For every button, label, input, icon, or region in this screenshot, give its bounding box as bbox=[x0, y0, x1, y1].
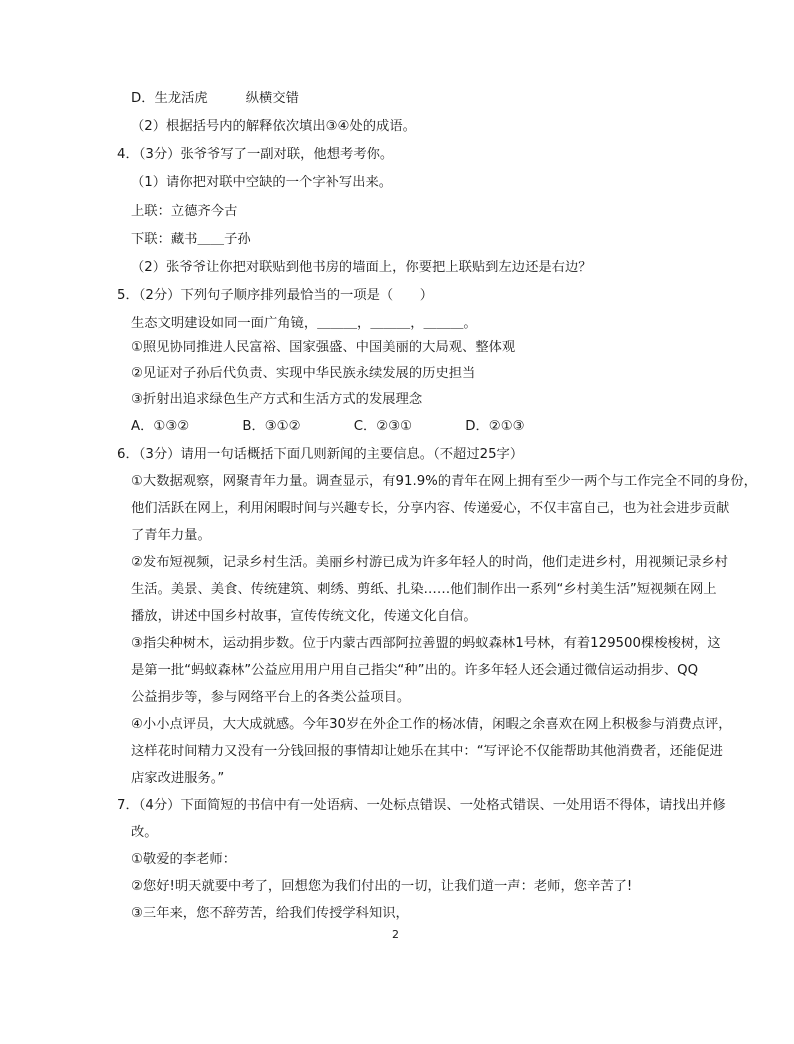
question-5-stem: 生态文明建设如同一面广角镜，＿＿＿，＿＿＿，＿＿＿。 bbox=[131, 316, 477, 331]
question-7-heading: 7．（4分）下面简短的书信中有一处语病、一处标点错误、一处格式错误、一处用语不得体，请找出并修 bbox=[117, 798, 726, 813]
letter-line-2: ②您好!明天就要中考了，回想您为我们付出的一切，让我们道一声：老师，您辛苦了! bbox=[131, 879, 633, 894]
question-5-heading: 5．（2分）下列句子顺序排列最恰当的一项是（ ） bbox=[117, 288, 434, 303]
news-4-line-2: 这样花时间精力又没有一分钱回报的事情却让她乐在其中：“写评论不仅能帮助其他消费者，还能促进 bbox=[131, 744, 723, 759]
option-d-line: D．生龙活虎 纵横交错 bbox=[131, 91, 299, 106]
news-4-line-1: ④小小点评员，大大成就感。今年30岁在外企工作的杨冰倩，闲暇之余喜欢在网上积极参与消费点评， bbox=[131, 717, 732, 732]
letter-line-1: ①敬爱的李老师： bbox=[131, 852, 236, 867]
news-2-line-3: 播放，讲述中国乡村故事，宣传传统文化，传递文化自信。 bbox=[131, 609, 477, 624]
couplet-lower-line: 下联：藏书＿＿子孙 bbox=[131, 232, 251, 247]
news-1-line-3: 了青年力量。 bbox=[131, 528, 211, 543]
news-4-line-3: 店家改进服务。” bbox=[131, 771, 225, 786]
couplet-upper-line: 上联：立德齐今古 bbox=[131, 204, 238, 219]
question-4-heading: 4．（3分）张爷爷写了一副对联，他想考考你。 bbox=[117, 147, 394, 162]
page-number: 2 bbox=[392, 928, 399, 941]
question-5-sentence-3: ③折射出追求绿色生产方式和生活方式的发展理念 bbox=[131, 392, 423, 407]
question-4-part-2: （2）张爷爷让你把对联贴到他书房的墙面上，你要把上联贴到左边还是右边？ bbox=[131, 260, 592, 275]
news-3-line-2: 是第一批“蚂蚁森林”公益应用用户用自己指尖“种”出的。许多年轻人还会通过微信运动捐步、QQ bbox=[131, 663, 699, 678]
question-5-sentence-2: ②见证对子孙后代负责、实现中华民族永续发展的历史担当 bbox=[131, 366, 476, 381]
question-5-options: A．①③② B．③①② C．②③① D．②①③ bbox=[131, 419, 525, 434]
news-3-line-3: 公益捐步等，参与网络平台上的各类公益项目。 bbox=[131, 690, 411, 705]
question-6-heading: 6．（3分）请用一句话概括下面几则新闻的主要信息。（不超过25字） bbox=[117, 447, 524, 462]
question-7-heading-cont: 改。 bbox=[131, 825, 158, 840]
question-3-part-2: （2）根据括号内的解释依次填出③④处的成语。 bbox=[131, 119, 416, 134]
question-4-part-1: （1）请你把对联中空缺的一个字补写出来。 bbox=[131, 175, 393, 190]
news-1-line-2: 他们活跃在网上，利用闲暇时间与兴趣专长，分享内容、传递爱心，不仅丰富自己，也为社会进步贡献 bbox=[131, 501, 730, 516]
news-2-line-2: 生活。美景、美食、传统建筑、刺绣、剪纸、扎染……他们制作出一系列“乡村美生活”短视频在网上 bbox=[131, 582, 717, 597]
news-2-line-1: ②发布短视频，记录乡村生活。美丽乡村游已成为许多年轻人的时尚，他们走进乡村，用视频记录乡村 bbox=[131, 555, 728, 570]
letter-line-3: ③三年来，您不辞劳苦，给我们传授学科知识， bbox=[131, 906, 409, 921]
news-1-line-1: ①大数据观察，网聚青年力量。调查显示，有91.9%的青年在网上拥有至少一两个与工作完全不同的身份， bbox=[131, 474, 757, 489]
question-5-sentence-1: ①照见协同推进人民富裕、国家强盛、中国美丽的大局观、整体观 bbox=[131, 340, 516, 355]
news-3-line-1: ③指尖种树木，运动捐步数。位于内蒙古西部阿拉善盟的蚂蚁森林1号林，有着129500棵梭梭树，这 bbox=[131, 636, 721, 651]
